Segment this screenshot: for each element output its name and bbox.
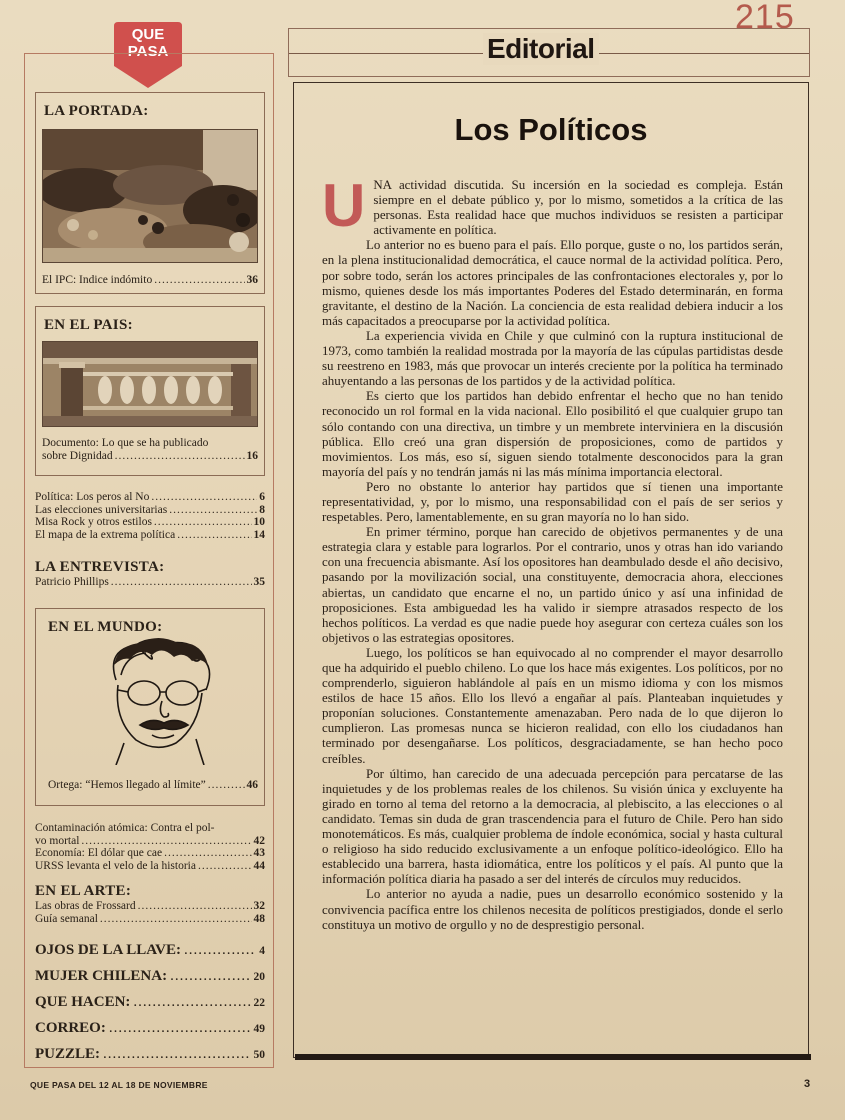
toc-item-page: 10 — [253, 516, 265, 528]
dot-leader — [109, 1016, 251, 1041]
toc-item-label: Misa Rock y otros estilos — [35, 516, 152, 528]
toc-item-page: 14 — [253, 528, 265, 541]
article-paragraph: Es cierto que los partidos han debido enfrentar el hecho que no han tenido reconocido un rol formal en la vida nacional. Ello posibilitó el que cualquier grupo tan sólo contando con una directiva, un timbre y un membrete interviniera en la discusión pública. Ello creó una gran dispersión de proposiciones, como de partidos y movimientos. Los más, eso sí, siguen siendo totalmente desconocidos para la gran mayoría del país y no tendrán jamás ni las más mínima importancia electoral. — [322, 388, 783, 479]
toc-item-label: Las elecciones universitarias — [35, 503, 168, 516]
article-paragraph: Luego, los políticos se han equivocado al no comprender el mayor desarrollo que ha adquirido el pueblo chileno. Lo que los hace más exigentes. Los políticos, por no comprenderlo, siguieron hablándole al país en un mismo idioma y con los mismos estilos de hace 15 años. Ello los llevó a engañar al país. Planteaban inquietudes y proponían soluciones. Constantemente amenazaban. Pero nada de lo que dijeron lo cumplieron. Las promesas nunca se hicieron realidad, con ello los ciudadanos han terminado por desengañarse. Los políticos, desgraciadamente, se han hecho poco creíbles. — [322, 644, 783, 766]
logo-line-1: QUE — [131, 26, 165, 43]
portada-caption: El IPC: Indice indómito — [42, 274, 153, 286]
portada-title: LA PORTADA: — [44, 103, 149, 119]
pais-page: 16 — [246, 450, 258, 462]
toc-item[interactable] — [35, 913, 265, 926]
toc-item[interactable] — [35, 847, 265, 860]
toc-item-label: vo mortal — [35, 834, 80, 847]
seccion-item[interactable] — [35, 1016, 265, 1042]
seccion-page: 22 — [253, 997, 265, 1009]
toc-item[interactable] — [35, 516, 265, 529]
article-paragraph: Lo anterior no ayuda a nadie, pues un desarrollo económico sostenido y la convivencia pacífica entre los chilenos necesita de políticos prestigiados, donde el serlo constituya un motivo de orgullo y no de desprestigio personal. — [322, 886, 783, 932]
ortega-caricature — [96, 635, 226, 765]
dot-leader — [177, 529, 251, 542]
seccion-page: 50 — [253, 1049, 265, 1061]
toc-item-page: 6 — [259, 491, 265, 503]
seccion-page: 4 — [259, 945, 265, 957]
dot-leader — [111, 576, 252, 589]
dot-leader — [208, 779, 245, 792]
article-paragraph — [322, 172, 783, 239]
toc-item-page: 48 — [253, 912, 265, 925]
pais-caption-line-2: sobre Dignidad — [42, 450, 113, 462]
dot-leader — [198, 860, 252, 873]
secciones-list — [35, 938, 265, 1068]
toc-item-page: 42 — [253, 834, 265, 847]
pais-caption-line-1: Documento: Lo que se ha publicado — [42, 437, 209, 449]
article-body — [322, 172, 783, 932]
arte-title: EN EL ARTE: — [35, 883, 132, 899]
toc-item-page: 44 — [253, 859, 265, 872]
portada-entry[interactable] — [42, 274, 258, 287]
paragraph-text: NA actividad discutida. Su incersión en la sociedad es compleja. Están siempre en el debate público y, por lo mismo, sometidos a la crítica de las personas. Esta realidad hace que muchos individuos se resisten a participar activamente en política. — [373, 177, 783, 238]
seccion-item[interactable] — [35, 964, 265, 990]
cover-photo-market — [42, 129, 258, 263]
dot-leader — [138, 900, 252, 913]
arte-section — [35, 883, 265, 925]
article-paragraph: Pero no obstante lo anterior hay partidos que sí tienen una importante representatividad, y, por lo mismo, una responsabilidad con el país de ser serios y respetables. Pero, lamentablemente, en su gran mayoría no lo han sido. — [322, 478, 783, 525]
dot-leader — [81, 835, 251, 848]
dot-leader — [154, 274, 244, 287]
toc-item[interactable] — [35, 860, 265, 873]
entrevista-page: 35 — [253, 576, 265, 588]
seccion-label: QUE HACEN: — [35, 994, 131, 1010]
seccion-label: PUZZLE: — [35, 1046, 101, 1062]
pais-title: EN EL PAIS: — [44, 317, 133, 333]
article-paragraph: En primer término, porque han carecido de objetivos permanentes y de una estrategia clara y estable para lograrlos. Por el contrario, unos y otras han ido variando con una frecuencia abismante. Así los opositores han deambulado desde el año decisivo, pasando por la movilización social, una constituyente, democracia ahora, elecciones abiertas, un candidato que encarne el no, un partido único y así una infinidad de proposiciones. Esta ambiguedad les ha valido ir siempre atrasados respecto de los hechos políticos. La verdad es que nadie puede hoy asegurar con certeza cuáles son los objetivos o las estrategias opositores. — [322, 524, 783, 645]
handwritten-number: 215 — [735, 0, 795, 36]
toc-item-label: Las obras de Frossard — [35, 900, 136, 912]
portada-box — [35, 92, 265, 294]
seccion-label: OJOS DE LA LLAVE: — [35, 942, 182, 958]
article-title: Los Políticos — [454, 112, 648, 147]
pais-box — [35, 306, 265, 476]
page-number: 3 — [804, 1078, 811, 1090]
dot-leader — [133, 990, 250, 1015]
seccion-page: 20 — [253, 971, 265, 983]
toc-item-label: URSS levanta el velo de la historia — [35, 859, 196, 872]
entrevista-entry[interactable] — [35, 576, 265, 589]
toc-item[interactable] — [35, 900, 265, 913]
footer-issue-date: QUE PASA DEL 12 AL 18 DE NOVIEMBRE — [30, 1080, 208, 1090]
toc-item-label-line-1: Contaminación atómica: Contra el pol- — [35, 822, 215, 834]
drop-cap: U — [322, 172, 366, 239]
mundo-caption: Ortega: “Hemos llegado al límite” — [48, 779, 206, 791]
portada-page: 36 — [246, 274, 258, 286]
logo-line-2: PASA — [127, 43, 169, 60]
article-paragraph: Por último, han carecido de una adecuada percepción para percatarse de las inquietudes y de los problemas reales de los chilenos. Su visión única y excluyente ha girado en torno al tema del retorno a la democracia, al plebiscito, a las elecciones o al candidato. Temas sin duda de gran trascendencia para el futuro de Chile. Pero han sido monotemáticos. Es más, cualquier problema de índole económica, social y hasta cultural o religioso ha sido reducido exclusivamente a un enfoque político-ideológico. Ello ha establecido una barrera, hasta idiomática, entre los políticos y el país. Al punto que la información política diaria ha pasado a ser del interés de círculos muy reducidos. — [322, 765, 783, 887]
seccion-label: MUJER CHILENA: — [35, 968, 168, 984]
dot-leader — [115, 450, 245, 463]
toc-item[interactable] — [35, 504, 265, 517]
dot-leader — [154, 516, 252, 529]
entrevista-title: LA ENTREVISTA: — [35, 559, 165, 575]
entrevista-label: Patricio Phillips — [35, 576, 109, 588]
dot-leader — [169, 504, 257, 517]
toc-item-label: Guía semanal — [35, 912, 98, 925]
toc-item[interactable] — [35, 491, 265, 504]
dot-leader — [184, 938, 256, 963]
toc-item[interactable] — [35, 529, 265, 542]
mundo-title: EN EL MUNDO: — [48, 619, 163, 635]
seccion-item[interactable] — [35, 1042, 265, 1068]
editorial-header — [288, 28, 810, 77]
toc-item-page: 32 — [253, 900, 265, 912]
dot-leader — [103, 1042, 250, 1067]
seccion-label: CORREO: — [35, 1020, 106, 1036]
toc-item-label: Política: Los peros al No — [35, 491, 150, 503]
pais-list — [35, 491, 265, 541]
article-paragraph: Lo anterior no es bueno para el país. Ello porque, guste o no, los partidos serán, en la plena institucionalidad democrática, el cauce normal de la actividad política. Pero, por sobre todo, serán los actores principales de las confrontaciones electorales y, por lo mismo, quienes desde los más importantes Poderes del Estado determinarán, en forma gravitante, el destino de la Nación. La conciencia de esta realidad debiera inducir a los más capacitados a preocuparse por la actividad política. — [322, 237, 783, 328]
editorial-bottom-rule — [295, 1054, 811, 1060]
section-title: Editorial — [483, 33, 599, 65]
toc-item-page: 43 — [253, 847, 265, 859]
article-paragraph: La experiencia vivida en Chile y que culminó con la ruptura institucional de 1973, como también la realidad mostrada por la mayoría de las cúpulas partidistas desde su reestreno en 1983, más que provocar un interés creciente por la política ha terminado ahuyentando a las personas de los partidos y de la actividad política. — [322, 327, 783, 389]
pais-photo-balustrade — [42, 341, 258, 427]
seccion-page: 49 — [253, 1023, 265, 1035]
entrevista-section — [35, 559, 265, 589]
dot-leader — [151, 491, 257, 504]
toc-item-label: Economía: El dólar que cae — [35, 847, 163, 859]
table-of-contents — [24, 53, 274, 1068]
toc-item-page: 8 — [259, 503, 265, 516]
dot-leader — [100, 913, 252, 926]
dot-leader — [170, 964, 250, 989]
toc-item-label: El mapa de la extrema política — [35, 528, 176, 541]
seccion-item[interactable] — [35, 990, 265, 1016]
pais-entry[interactable] — [42, 437, 258, 463]
mundo-box — [35, 608, 265, 806]
toc-item[interactable] — [35, 822, 265, 847]
seccion-item[interactable] — [35, 938, 265, 964]
dot-leader — [164, 847, 251, 860]
mundo-list — [35, 822, 265, 872]
mundo-entry[interactable] — [48, 779, 258, 792]
mundo-page: 46 — [246, 779, 258, 791]
